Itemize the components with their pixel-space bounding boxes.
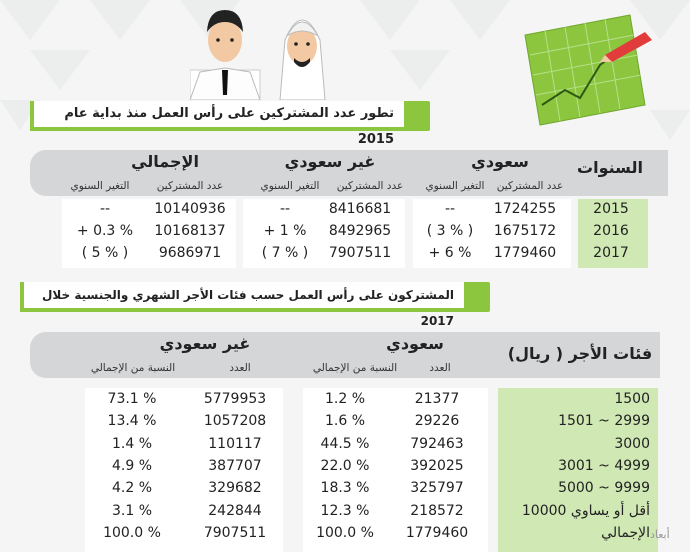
t1-years-header: السنوات	[577, 158, 643, 177]
t2-wage-header: فئات الأجر ( ريال)	[507, 344, 653, 363]
t2-saudi-count-cell: 1779460	[405, 524, 469, 541]
t1-total-sub-count: عدد المشتركين	[156, 180, 224, 192]
t2-wage-cell: 3000	[614, 435, 650, 452]
man-icon	[190, 10, 260, 100]
t1-saudi-count-cell: 1675172	[493, 223, 557, 239]
t1-saudi-count-cell: 1779460	[493, 245, 557, 261]
t2-saudi-pct-cell: 12.3 %	[320, 502, 370, 519]
t1-nonsaudi-header: غير سعودي	[284, 152, 376, 171]
t1-nonsaudi-count-cell: 8492965	[328, 223, 392, 239]
t1-nonsaudi-change-cell: + 1 %	[263, 223, 307, 239]
t2-nonsaudi-pct-cell: 1.4 %	[111, 435, 153, 452]
t2-nonsaudi-count-cell: 110117	[208, 435, 262, 452]
t1-saudi-count-cell: 1724255	[493, 201, 557, 217]
t2-nonsaudi-pct-cell: 4.2 %	[111, 480, 153, 497]
t1-nonsaudi-sub-change: التغير السنوي	[260, 180, 320, 192]
t2-saudi-count-cell: 218572	[410, 502, 464, 519]
t2-saudi-pct-cell: 22.0 %	[320, 457, 370, 474]
t2-nonsaudi-count-cell: 329682	[208, 480, 262, 497]
t2-saudi-header: سعودي	[386, 334, 444, 353]
t1-saudi-change-cell: --	[444, 201, 456, 217]
t2-wage-cell: الإجمالي	[601, 524, 650, 541]
t2-nonsaudi-count-cell: 1057208	[203, 413, 267, 430]
t2-saudi-pct-cell: 1.6 %	[324, 413, 366, 430]
people-illustration	[190, 0, 360, 100]
t2-saudi-sub-pct: النسبة من الإجمالي	[312, 362, 398, 374]
t2-nonsaudi-sub-count: العدد	[229, 362, 251, 374]
t2-wage-cell: 1500	[614, 391, 650, 407]
t1-nonsaudi-change-cell: --	[279, 201, 291, 217]
t2-wage-cell: أقل أو يساوي 10000	[521, 502, 650, 519]
t2-nonsaudi-count-cell: 7907511	[203, 524, 267, 541]
t2-nonsaudi-pct-cell: 100.0 %	[103, 524, 161, 541]
t2-nonsaudi-pct-cell: 3.1 %	[111, 502, 153, 519]
t1-saudi-header: سعودي	[471, 152, 529, 171]
title2: المشتركون على رأس العمل حسب فئات الأجر الشهري والجنسية خلال 2017	[24, 282, 464, 308]
t2-saudi-sub-count: العدد	[429, 362, 451, 374]
t2-saudi-count-cell: 325797	[410, 480, 464, 497]
t1-saudi-sub-count: عدد المشتركين	[496, 180, 564, 192]
t2-wage-cell: 9999 ~ 5000	[558, 480, 650, 497]
t1-nonsaudi-sub-count: عدد المشتركين	[336, 180, 404, 192]
t1-saudi-change-cell: ( 3 % )	[426, 223, 474, 239]
t1-total-change-cell: --	[99, 201, 111, 217]
t1-year-cell: 2015	[593, 201, 629, 217]
t2-nonsaudi-sub-pct: النسبة من الإجمالي	[90, 362, 176, 374]
t1-total-header: الإجمالي	[131, 152, 199, 171]
t1-total-count-cell: 10140936	[154, 201, 226, 217]
t1-year-cell: 2017	[593, 245, 629, 261]
t1-year-cell: 2016	[593, 223, 629, 239]
t2-saudi-count-cell: 392025	[410, 457, 464, 474]
t1-total-sub-change: التغير السنوي	[70, 180, 130, 192]
t2-nonsaudi-count-cell: 242844	[208, 502, 262, 519]
t1-saudi-sub-change: التغير السنوي	[425, 180, 485, 192]
t2-nonsaudi-pct-cell: 4.9 %	[111, 457, 153, 474]
t2-saudi-count-cell: 21377	[414, 391, 460, 407]
t2-wage-cell: 4999 ~ 3001	[558, 457, 650, 474]
t1-total-count-cell: 10168137	[154, 223, 226, 239]
t2-saudi-pct-cell: 44.5 %	[320, 435, 370, 452]
t2-nonsaudi-header: غير سعودي	[159, 334, 251, 353]
t2-nonsaudi-count-cell: 5779953	[203, 391, 267, 407]
t2-nonsaudi-pct-cell: 73.1 %	[107, 391, 157, 407]
chart-icon	[510, 10, 660, 130]
t1-saudi-change-cell: + 6 %	[428, 245, 472, 261]
t2-nonsaudi-count-cell: 387707	[208, 457, 262, 474]
t2-wage-cell: 2999 ~ 1501	[558, 413, 650, 430]
t2-saudi-pct-cell: 100.0 %	[316, 524, 374, 541]
t1-nonsaudi-count-cell: 7907511	[328, 245, 392, 261]
watermark: أبعاد	[650, 528, 670, 541]
t2-nonsaudi-pct-cell: 13.4 %	[107, 413, 157, 430]
saudi-man-icon	[280, 20, 325, 100]
t2-saudi-pct-cell: 1.2 %	[324, 391, 366, 407]
t2-saudi-pct-cell: 18.3 %	[320, 480, 370, 497]
t2-saudi-count-cell: 29226	[414, 413, 460, 430]
t1-nonsaudi-count-cell: 8416681	[328, 201, 392, 217]
title1: تطور عدد المشتركين على رأس العمل منذ بداية عام 2015	[34, 101, 404, 127]
t1-total-change-cell: + 0.3 %	[76, 223, 134, 239]
t2-saudi-count-cell: 792463	[410, 435, 464, 452]
t1-nonsaudi-change-cell: ( 7 % )	[261, 245, 309, 261]
t1-total-change-cell: ( 5 % )	[81, 245, 129, 261]
t1-total-count-cell: 9686971	[158, 245, 222, 261]
